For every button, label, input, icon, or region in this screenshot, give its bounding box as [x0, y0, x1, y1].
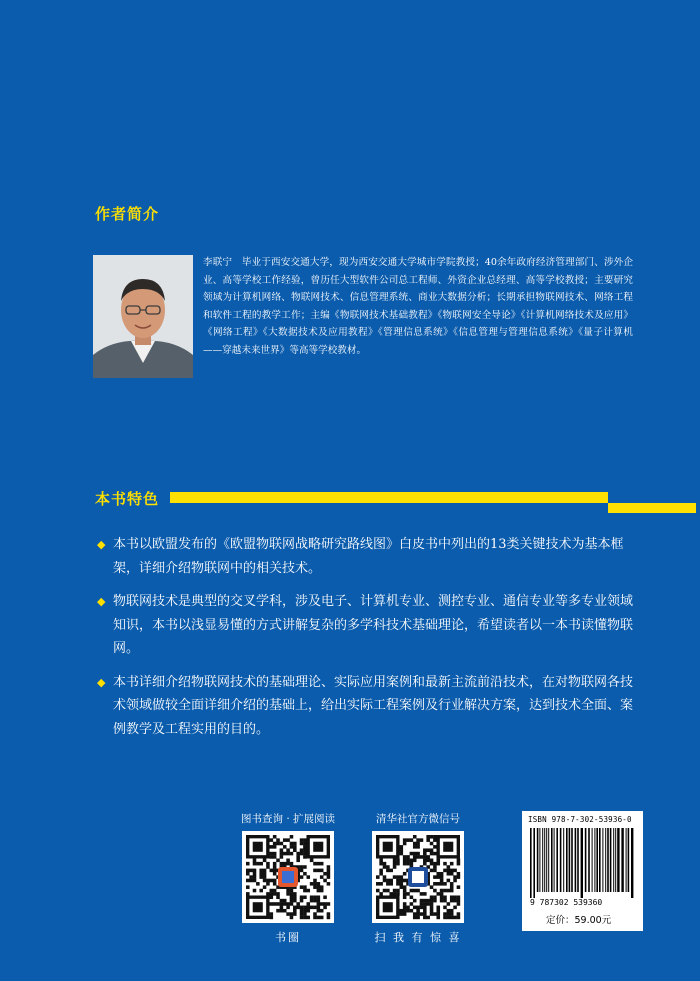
qr-label: 图书查询 · 扩展阅读: [240, 813, 335, 825]
diamond-bullet-icon: ◆: [97, 595, 106, 608]
author-portrait-image: [93, 255, 193, 378]
qr-label: 清华社官方微信号: [376, 813, 460, 825]
feature-text: 物联网技术是典型的交叉学科，涉及电子、计算机专业、测控专业、通信专业等多专业领域知识，本书以浅显易懂的方式讲解复杂的多学科技术基础理论，希望读者以一本书读懂物联网。: [113, 594, 634, 656]
features-section-title: 本书特色: [95, 490, 160, 508]
qr-book-lookup: [240, 811, 336, 945]
diamond-bullet-icon: ◆: [97, 538, 106, 551]
author-section-title: 作者简介: [95, 205, 160, 223]
features-list: [97, 533, 637, 751]
qr-caption: 书圈: [275, 931, 301, 944]
barcode-icon: [530, 828, 635, 898]
qr-code-icon[interactable]: [372, 831, 464, 923]
feature-item: [97, 590, 637, 661]
qr-wechat: [370, 811, 466, 945]
author-photo: [93, 255, 193, 378]
price-label: 定价：59.00元: [546, 915, 612, 926]
accent-bar: [170, 492, 608, 503]
feature-text: 本书详细介绍物联网技术的基础理论、实际应用案例和最新主流前沿技术，在对物联网各技术领域做较全面详细介绍的基础上，给出实际工程案例及行业解决方案，达到技术全面、案例教学及工程实用的目的。: [113, 674, 634, 737]
author-bio: 李联宁 毕业于西安交通大学，现为西安交通大学城市学院教授；40余年政府经济管理部门、涉外企业、高等学校工作经验，曾历任大型软件公司总工程师、外资企业总经理、高等学校教授；主要研究领域为计算机网络、物联网技术、信息管理系统、商业大数据分析；长期承担物联网技术、网络工程和软件工程的教学工作；主编《物联网技术基础教程》《物联网安全导论》《计算机网络技术及应用》《网络工程》《大数据技术及应用教程》《管理信息系统》《信息管理与管理信息系统》《量子计算机——穿越未来世界》等高等学校教材。: [203, 257, 633, 356]
qr-code-icon[interactable]: [242, 831, 334, 923]
feature-item: [97, 671, 637, 742]
feature-text: 本书以欧盟发布的《欧盟物联网战略研究路线图》白皮书中列出的13类关键技术为基本框架，详细介绍物联网中的相关技术。: [113, 537, 624, 576]
barcode-digits: 9 787302 539360: [530, 898, 603, 907]
isbn-barcode-panel: [522, 811, 643, 931]
feature-item: [97, 533, 637, 580]
qr-caption: 扫 我 有 惊 喜: [374, 931, 462, 944]
isbn-number: ISBN 978-7-302-53936-0: [528, 815, 632, 824]
diamond-bullet-icon: ◆: [97, 675, 106, 689]
accent-bar-offset: [608, 503, 696, 513]
